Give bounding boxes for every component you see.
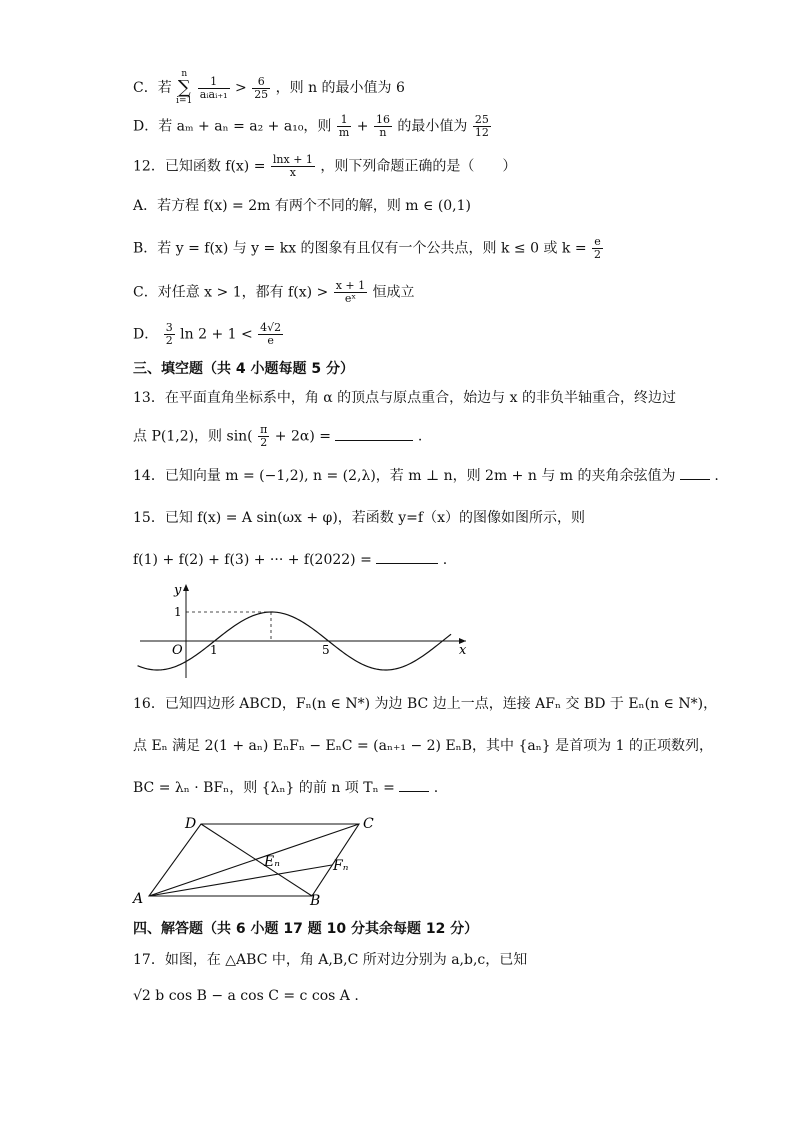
section-heading-fill-blank: 三、填空题（共 4 小题每题 5 分）: [133, 361, 354, 377]
question-text: 14．已知向量 m = (−1,2), n = (2,λ)，若 m ⊥ n，则 2m + n 与 m 的夹角余弦值为: [133, 468, 676, 484]
punctuation: .: [442, 552, 448, 568]
fraction: [198, 76, 230, 101]
punctuation: .: [433, 780, 439, 796]
question-text: ，则下列命题正确的是（ ）: [320, 158, 517, 175]
sine-graph-figure: [128, 578, 473, 682]
q17-line2: √2 b cos B − a cos C = c cos A .: [133, 988, 359, 1004]
answer-blank[interactable]: [399, 779, 429, 792]
q12-option-a: A．若方程 f(x) = 2m 有两个不同的解，则 m ∈ (0,1): [133, 198, 472, 214]
q17-line1: 17．如图，在 △ABC 中，角 A,B,C 所对边分别为 a,b,c，已知: [133, 952, 528, 968]
denominator: x: [289, 166, 297, 179]
quadrilateral-figure: [128, 810, 388, 908]
denominator: 2: [165, 334, 173, 347]
question-text: + 2α) =: [274, 428, 331, 445]
answer-blank[interactable]: [335, 428, 413, 441]
point-f-label: Fₙ: [333, 858, 349, 874]
q11-option-c: [133, 70, 405, 106]
numerator: 4√2: [260, 321, 282, 334]
point-e-label: Eₙ: [264, 854, 280, 870]
numerator: 6: [252, 76, 270, 89]
q16-line1: 16．已知四边形 ABCD，Fₙ(n ∈ N*) 为边 BC 边上一点，连接 AFₙ 交 BD 于 Eₙ(n ∈ N*)，: [133, 696, 718, 712]
numerator: 1: [198, 76, 230, 89]
numerator: e: [592, 236, 603, 249]
fraction: [334, 280, 367, 305]
fraction: [258, 424, 269, 449]
punctuation: .: [714, 468, 719, 484]
operator: >: [235, 80, 247, 96]
operator: +: [356, 118, 369, 135]
denominator: 25: [254, 87, 269, 101]
numerator: 16: [375, 113, 390, 126]
numerator: 25: [474, 113, 489, 126]
question-text: 点 P(1,2)，则 sin(: [133, 428, 253, 445]
option-label: D．: [133, 326, 159, 343]
fraction: [164, 322, 175, 347]
numerator: lnx + 1: [272, 153, 313, 166]
fraction: [271, 154, 315, 179]
fraction: [374, 114, 392, 139]
q12-option-b: [133, 236, 604, 261]
answer-blank[interactable]: [680, 467, 710, 480]
vertex-c-label: C: [363, 816, 374, 832]
x-axis-label: x: [459, 643, 467, 658]
q12-option-d: [133, 322, 284, 347]
sigma: ∑: [177, 77, 191, 98]
sum-lower: i=1: [176, 96, 193, 106]
y-tick-1: 1: [174, 605, 182, 619]
q14-line: [133, 466, 719, 486]
fraction: [337, 114, 351, 139]
question-text: 12．已知函数 f(x) =: [133, 158, 266, 175]
q12-option-c: [133, 280, 415, 305]
numerator: π: [260, 423, 268, 436]
y-axis-arrow-icon: [183, 584, 189, 591]
q16-line2: 点 Eₙ 满足 2(1 + aₙ) EₙFₙ − EₙC = (aₙ₊₁ − 2) EₙB，其中 {aₙ} 是首项为 1 的正项数列，: [133, 738, 713, 754]
denominator: aᵢaᵢ₊₁: [199, 87, 228, 101]
option-text: 恒成立: [372, 284, 415, 301]
denominator: e: [267, 334, 274, 347]
denominator: n: [379, 126, 387, 139]
denominator: m: [338, 126, 350, 139]
option-label: C．若: [133, 80, 172, 96]
q15-line1: 15．已知 f(x) = A sin(ωx + φ)，若函数 y=f（x）的图像如图所示，则: [133, 510, 585, 526]
q12-stem: [133, 154, 516, 179]
origin-label: O: [172, 643, 183, 658]
q13-line1: 13．在平面直角坐标系中，角 α 的顶点与原点重合，始边与 x 的非负半轴重合，终边过: [133, 390, 676, 406]
option-text: 的最小值为: [397, 118, 468, 135]
vertex-d-label: D: [185, 816, 197, 832]
numerator: 1: [337, 114, 351, 127]
vertex-b-label: B: [310, 893, 321, 908]
option-text: ln 2 + 1 <: [180, 326, 253, 343]
q15-line2: [133, 550, 447, 570]
y-axis-label: y: [174, 583, 182, 598]
question-text: BC = λₙ · BFₙ，则 {λₙ} 的前 n 项 Tₙ =: [133, 780, 395, 796]
x-tick-1: 1: [210, 643, 218, 657]
q13-line2: [133, 424, 422, 449]
diagonal-ac: [149, 824, 359, 896]
denominator: eˣ: [344, 292, 356, 305]
option-text: C．对任意 x > 1，都有 f(x) >: [133, 284, 329, 301]
q11-option-d: [133, 114, 492, 139]
x-tick-5: 5: [322, 643, 330, 657]
summation-symbol: [176, 70, 192, 106]
answer-blank[interactable]: [376, 551, 438, 564]
q16-line3: [133, 778, 438, 798]
question-text: f(1) + f(2) + f(3) + ··· + f(2022) =: [133, 552, 372, 568]
fraction: [473, 114, 491, 139]
numerator: x + 1: [335, 279, 366, 292]
fraction: [258, 322, 283, 347]
vertex-a-label: A: [133, 891, 144, 907]
fraction: [592, 236, 603, 261]
sum-upper: n: [181, 69, 188, 79]
denominator: 12: [474, 126, 489, 139]
numerator: 3: [165, 321, 173, 334]
option-text: ，则 n 的最小值为 6: [275, 80, 405, 96]
fraction: [252, 76, 270, 101]
option-text: D．若 aₘ + aₙ = a₂ + a₁₀，则: [133, 118, 332, 135]
punctuation: .: [417, 428, 423, 445]
section-heading-answer: 四、解答题（共 6 小题 17 题 10 分其余每题 12 分）: [133, 921, 479, 937]
denominator: 2: [260, 436, 268, 449]
option-text: B．若 y = f(x) 与 y = kx 的图象有且仅有一个公共点，则 k ≤ 0 或 k =: [133, 240, 587, 257]
denominator: 2: [594, 248, 602, 261]
diagonal-bd: [201, 824, 312, 896]
